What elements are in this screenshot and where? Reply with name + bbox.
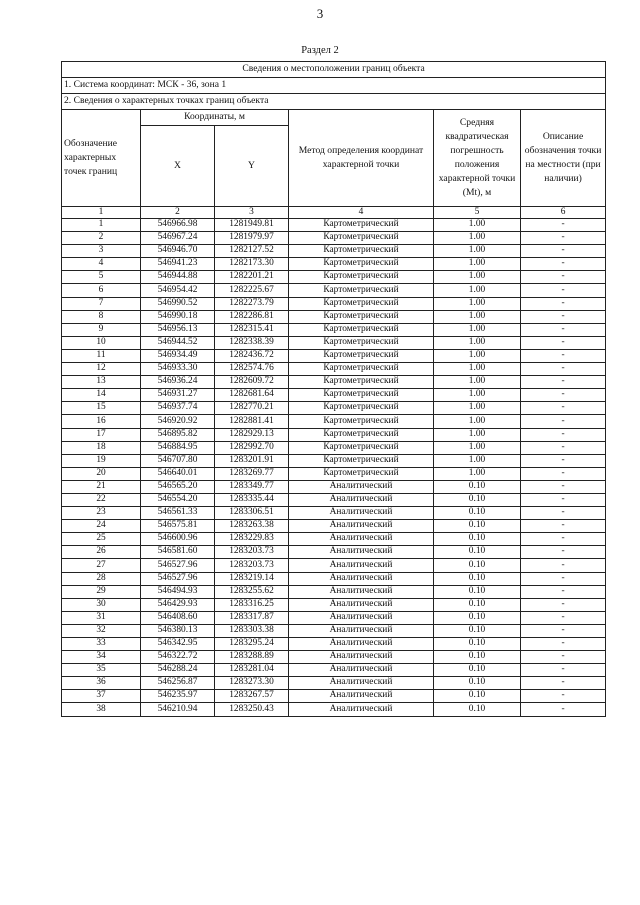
column-number: 6 (521, 207, 606, 219)
table-row (62, 297, 606, 310)
table-row (62, 572, 606, 585)
method-cell: Аналитический (289, 690, 434, 703)
point-id-cell: 12 (62, 363, 141, 376)
x-coordinate-cell: 546527.96 (141, 559, 215, 572)
x-coordinate-cell: 546933.30 (141, 363, 215, 376)
table-row (62, 467, 606, 480)
x-coordinate-cell: 546944.52 (141, 336, 215, 349)
x-coordinate-cell: 546342.95 (141, 638, 215, 651)
table-title: Сведения о местоположении границ объекта (62, 62, 606, 78)
error-cell: 1.00 (434, 454, 521, 467)
x-coordinate-cell: 546884.95 (141, 441, 215, 454)
error-cell: 0.10 (434, 703, 521, 716)
y-coordinate-cell: 1282574.76 (215, 363, 289, 376)
point-id-cell: 29 (62, 585, 141, 598)
y-coordinate-cell: 1282609.72 (215, 376, 289, 389)
point-id-cell: 15 (62, 402, 141, 415)
table-row (62, 520, 606, 533)
description-cell: - (521, 480, 606, 493)
point-id-cell: 28 (62, 572, 141, 585)
description-cell: - (521, 520, 606, 533)
error-cell: 1.00 (434, 402, 521, 415)
section-title: Раздел 2 (301, 45, 339, 56)
table-row (62, 598, 606, 611)
description-cell: - (521, 638, 606, 651)
method-cell: Картометрический (289, 363, 434, 376)
table-row (62, 389, 606, 402)
error-cell: 1.00 (434, 389, 521, 402)
header-row-top (62, 110, 606, 126)
y-coordinate-cell: 1282315.41 (215, 323, 289, 336)
table-row (62, 507, 606, 520)
table-row (62, 349, 606, 362)
point-id-cell: 36 (62, 677, 141, 690)
y-coordinate-cell: 1283201.91 (215, 454, 289, 467)
table-row (62, 690, 606, 703)
x-coordinate-cell: 546934.49 (141, 349, 215, 362)
x-coordinate-cell: 546565.20 (141, 480, 215, 493)
point-id-cell: 18 (62, 441, 141, 454)
error-cell: 1.00 (434, 258, 521, 271)
description-cell: - (521, 323, 606, 336)
point-id-cell: 31 (62, 611, 141, 624)
description-cell: - (521, 611, 606, 624)
description-cell: - (521, 454, 606, 467)
error-cell: 0.10 (434, 651, 521, 664)
boundary-points-table (61, 61, 606, 717)
table-row (62, 651, 606, 664)
y-coordinate-cell: 1283250.43 (215, 703, 289, 716)
method-cell: Картометрический (289, 349, 434, 362)
error-cell: 1.00 (434, 245, 521, 258)
description-cell: - (521, 245, 606, 258)
point-id-cell: 30 (62, 598, 141, 611)
method-cell: Картометрический (289, 323, 434, 336)
error-cell: 0.10 (434, 690, 521, 703)
error-cell: 0.10 (434, 664, 521, 677)
table-row (62, 428, 606, 441)
method-cell: Картометрический (289, 454, 434, 467)
method-cell: Картометрический (289, 219, 434, 232)
error-cell: 1.00 (434, 271, 521, 284)
point-id-cell: 2 (62, 232, 141, 245)
page-number: 3 (316, 6, 324, 21)
header-coordinates: Координаты, м (141, 110, 289, 126)
point-id-cell: 9 (62, 323, 141, 336)
error-cell: 1.00 (434, 336, 521, 349)
y-coordinate-cell: 1282929.13 (215, 428, 289, 441)
method-cell: Картометрический (289, 232, 434, 245)
x-coordinate-cell: 546937.74 (141, 402, 215, 415)
description-cell: - (521, 376, 606, 389)
y-coordinate-cell: 1283349.77 (215, 480, 289, 493)
y-coordinate-cell: 1283273.30 (215, 677, 289, 690)
description-cell: - (521, 493, 606, 506)
table-row (62, 258, 606, 271)
x-coordinate-cell: 546895.82 (141, 428, 215, 441)
y-coordinate-cell: 1283229.83 (215, 533, 289, 546)
description-cell: - (521, 559, 606, 572)
error-cell: 0.10 (434, 598, 521, 611)
y-coordinate-cell: 1282338.39 (215, 336, 289, 349)
column-number: 2 (141, 207, 215, 219)
subsection-row (62, 94, 606, 110)
table-row (62, 232, 606, 245)
method-cell: Аналитический (289, 585, 434, 598)
method-cell: Картометрический (289, 441, 434, 454)
x-coordinate-cell: 546931.27 (141, 389, 215, 402)
point-id-cell: 3 (62, 245, 141, 258)
x-coordinate-cell: 546936.24 (141, 376, 215, 389)
description-cell: - (521, 258, 606, 271)
table-row (62, 480, 606, 493)
method-cell: Картометрический (289, 336, 434, 349)
method-cell: Картометрический (289, 415, 434, 428)
y-coordinate-cell: 1283203.73 (215, 559, 289, 572)
point-id-cell: 32 (62, 624, 141, 637)
x-coordinate-cell: 546954.42 (141, 284, 215, 297)
header-x: X (141, 126, 215, 207)
description-cell: - (521, 651, 606, 664)
header-error: Средняя квадратическая погрешность положения характерной точки (Mt), м (434, 110, 521, 207)
description-cell: - (521, 219, 606, 232)
column-number: 1 (62, 207, 141, 219)
error-cell: 1.00 (434, 441, 521, 454)
description-cell: - (521, 664, 606, 677)
method-cell: Аналитический (289, 493, 434, 506)
method-cell: Аналитический (289, 507, 434, 520)
method-cell: Картометрический (289, 245, 434, 258)
method-cell: Картометрический (289, 428, 434, 441)
method-cell: Аналитический (289, 703, 434, 716)
table-row (62, 310, 606, 323)
x-coordinate-cell: 546990.18 (141, 310, 215, 323)
description-cell: - (521, 703, 606, 716)
header-point: Обозначение характерных точек границ (62, 110, 141, 207)
coordinate-system: 1. Система координат: МСК - 36, зона 1 (62, 78, 606, 94)
error-cell: 1.00 (434, 219, 521, 232)
error-cell: 0.10 (434, 520, 521, 533)
table-row (62, 559, 606, 572)
x-coordinate-cell: 546429.93 (141, 598, 215, 611)
table-row (62, 219, 606, 232)
error-cell: 1.00 (434, 467, 521, 480)
table-row (62, 585, 606, 598)
x-coordinate-cell: 546941.23 (141, 258, 215, 271)
method-cell: Аналитический (289, 520, 434, 533)
y-coordinate-cell: 1283255.62 (215, 585, 289, 598)
table-row (62, 624, 606, 637)
description-cell: - (521, 598, 606, 611)
description-cell: - (521, 585, 606, 598)
error-cell: 1.00 (434, 428, 521, 441)
y-coordinate-cell: 1282286.81 (215, 310, 289, 323)
error-cell: 1.00 (434, 297, 521, 310)
y-coordinate-cell: 1283317.87 (215, 611, 289, 624)
description-cell: - (521, 310, 606, 323)
description-cell: - (521, 363, 606, 376)
point-id-cell: 13 (62, 376, 141, 389)
y-coordinate-cell: 1283306.51 (215, 507, 289, 520)
method-cell: Аналитический (289, 664, 434, 677)
description-cell: - (521, 415, 606, 428)
method-cell: Аналитический (289, 533, 434, 546)
column-number: 5 (434, 207, 521, 219)
point-id-cell: 10 (62, 336, 141, 349)
description-cell: - (521, 624, 606, 637)
column-number-row (62, 207, 606, 219)
error-cell: 0.10 (434, 480, 521, 493)
description-cell: - (521, 284, 606, 297)
description-cell: - (521, 428, 606, 441)
x-coordinate-cell: 546967.24 (141, 232, 215, 245)
x-coordinate-cell: 546575.81 (141, 520, 215, 533)
x-coordinate-cell: 546256.87 (141, 677, 215, 690)
x-coordinate-cell: 546600.96 (141, 533, 215, 546)
method-cell: Аналитический (289, 651, 434, 664)
y-coordinate-cell: 1283263.38 (215, 520, 289, 533)
column-number: 4 (289, 207, 434, 219)
table-row (62, 363, 606, 376)
point-id-cell: 35 (62, 664, 141, 677)
x-coordinate-cell: 546527.96 (141, 572, 215, 585)
error-cell: 0.10 (434, 533, 521, 546)
description-cell: - (521, 232, 606, 245)
x-coordinate-cell: 546288.24 (141, 664, 215, 677)
point-id-cell: 33 (62, 638, 141, 651)
error-cell: 1.00 (434, 415, 521, 428)
error-cell: 1.00 (434, 376, 521, 389)
table-row (62, 611, 606, 624)
method-cell: Аналитический (289, 677, 434, 690)
method-cell: Картометрический (289, 402, 434, 415)
error-cell: 0.10 (434, 507, 521, 520)
method-cell: Картометрический (289, 389, 434, 402)
point-id-cell: 26 (62, 546, 141, 559)
y-coordinate-cell: 1282770.21 (215, 402, 289, 415)
y-coordinate-cell: 1283295.24 (215, 638, 289, 651)
error-cell: 1.00 (434, 363, 521, 376)
method-cell: Картометрический (289, 271, 434, 284)
point-id-cell: 17 (62, 428, 141, 441)
y-coordinate-cell: 1282201.21 (215, 271, 289, 284)
table-row (62, 454, 606, 467)
x-coordinate-cell: 546561.33 (141, 507, 215, 520)
error-cell: 0.10 (434, 559, 521, 572)
description-cell: - (521, 572, 606, 585)
y-coordinate-cell: 1283267.57 (215, 690, 289, 703)
method-cell: Аналитический (289, 559, 434, 572)
description-cell: - (521, 546, 606, 559)
description-cell: - (521, 533, 606, 546)
x-coordinate-cell: 546990.52 (141, 297, 215, 310)
method-cell: Картометрический (289, 297, 434, 310)
description-cell: - (521, 297, 606, 310)
y-coordinate-cell: 1282225.67 (215, 284, 289, 297)
description-cell: - (521, 389, 606, 402)
x-coordinate-cell: 546920.92 (141, 415, 215, 428)
method-cell: Аналитический (289, 480, 434, 493)
point-id-cell: 7 (62, 297, 141, 310)
error-cell: 0.10 (434, 624, 521, 637)
x-coordinate-cell: 546581.60 (141, 546, 215, 559)
method-cell: Аналитический (289, 572, 434, 585)
error-cell: 1.00 (434, 349, 521, 362)
y-coordinate-cell: 1282436.72 (215, 349, 289, 362)
x-coordinate-cell: 546210.94 (141, 703, 215, 716)
y-coordinate-cell: 1283303.38 (215, 624, 289, 637)
point-id-cell: 1 (62, 219, 141, 232)
error-cell: 1.00 (434, 310, 521, 323)
table-row (62, 336, 606, 349)
method-cell: Аналитический (289, 598, 434, 611)
table-row (62, 271, 606, 284)
point-id-cell: 19 (62, 454, 141, 467)
table-row (62, 703, 606, 716)
x-coordinate-cell: 546235.97 (141, 690, 215, 703)
method-cell: Картометрический (289, 284, 434, 297)
table-row (62, 664, 606, 677)
x-coordinate-cell: 546408.60 (141, 611, 215, 624)
y-coordinate-cell: 1283288.89 (215, 651, 289, 664)
point-id-cell: 27 (62, 559, 141, 572)
y-coordinate-cell: 1283203.73 (215, 546, 289, 559)
x-coordinate-cell: 546494.93 (141, 585, 215, 598)
point-id-cell: 21 (62, 480, 141, 493)
description-cell: - (521, 441, 606, 454)
table-row (62, 415, 606, 428)
point-id-cell: 38 (62, 703, 141, 716)
table-title-row (62, 62, 606, 78)
error-cell: 0.10 (434, 611, 521, 624)
description-cell: - (521, 349, 606, 362)
table-row (62, 376, 606, 389)
error-cell: 0.10 (434, 546, 521, 559)
point-id-cell: 4 (62, 258, 141, 271)
description-cell: - (521, 467, 606, 480)
description-cell: - (521, 402, 606, 415)
error-cell: 0.10 (434, 493, 521, 506)
point-id-cell: 24 (62, 520, 141, 533)
y-coordinate-cell: 1282127.52 (215, 245, 289, 258)
point-id-cell: 37 (62, 690, 141, 703)
y-coordinate-cell: 1281979.97 (215, 232, 289, 245)
point-id-cell: 34 (62, 651, 141, 664)
point-rows (62, 219, 606, 717)
y-coordinate-cell: 1282173.30 (215, 258, 289, 271)
x-coordinate-cell: 546966.98 (141, 219, 215, 232)
table-row (62, 402, 606, 415)
method-cell: Аналитический (289, 624, 434, 637)
table-row (62, 245, 606, 258)
method-cell: Аналитический (289, 546, 434, 559)
coordinate-system-row (62, 78, 606, 94)
header-method: Метод определения координат характерной точки (289, 110, 434, 207)
description-cell: - (521, 677, 606, 690)
y-coordinate-cell: 1282881.41 (215, 415, 289, 428)
y-coordinate-cell: 1281949.81 (215, 219, 289, 232)
table-row (62, 638, 606, 651)
point-id-cell: 8 (62, 310, 141, 323)
x-coordinate-cell: 546946.70 (141, 245, 215, 258)
point-id-cell: 25 (62, 533, 141, 546)
x-coordinate-cell: 546380.13 (141, 624, 215, 637)
table-row (62, 441, 606, 454)
method-cell: Аналитический (289, 611, 434, 624)
method-cell: Картометрический (289, 467, 434, 480)
subsection-title: 2. Сведения о характерных точках границ объекта (62, 94, 606, 110)
y-coordinate-cell: 1283269.77 (215, 467, 289, 480)
point-id-cell: 23 (62, 507, 141, 520)
header-y: Y (215, 126, 289, 207)
x-coordinate-cell: 546944.88 (141, 271, 215, 284)
method-cell: Картометрический (289, 376, 434, 389)
y-coordinate-cell: 1282992.70 (215, 441, 289, 454)
x-coordinate-cell: 546707.80 (141, 454, 215, 467)
y-coordinate-cell: 1283316.25 (215, 598, 289, 611)
error-cell: 0.10 (434, 585, 521, 598)
error-cell: 0.10 (434, 677, 521, 690)
description-cell: - (521, 690, 606, 703)
column-number: 3 (215, 207, 289, 219)
table-row (62, 533, 606, 546)
y-coordinate-cell: 1283219.14 (215, 572, 289, 585)
x-coordinate-cell: 546640.01 (141, 467, 215, 480)
description-cell: - (521, 271, 606, 284)
error-cell: 0.10 (434, 638, 521, 651)
error-cell: 0.10 (434, 572, 521, 585)
method-cell: Аналитический (289, 638, 434, 651)
table-row (62, 677, 606, 690)
method-cell: Картометрический (289, 258, 434, 271)
point-id-cell: 6 (62, 284, 141, 297)
point-id-cell: 16 (62, 415, 141, 428)
table-row (62, 546, 606, 559)
point-id-cell: 20 (62, 467, 141, 480)
point-id-cell: 5 (62, 271, 141, 284)
x-coordinate-cell: 546322.72 (141, 651, 215, 664)
point-id-cell: 11 (62, 349, 141, 362)
y-coordinate-cell: 1283281.04 (215, 664, 289, 677)
header-description: Описание обозначения точки на местности (при наличии) (521, 110, 606, 207)
table-row (62, 323, 606, 336)
error-cell: 1.00 (434, 323, 521, 336)
table-row (62, 493, 606, 506)
y-coordinate-cell: 1282273.79 (215, 297, 289, 310)
y-coordinate-cell: 1283335.44 (215, 493, 289, 506)
x-coordinate-cell: 546956.13 (141, 323, 215, 336)
description-cell: - (521, 507, 606, 520)
error-cell: 1.00 (434, 232, 521, 245)
y-coordinate-cell: 1282681.64 (215, 389, 289, 402)
x-coordinate-cell: 546554.20 (141, 493, 215, 506)
description-cell: - (521, 336, 606, 349)
table-row (62, 284, 606, 297)
error-cell: 1.00 (434, 284, 521, 297)
method-cell: Картометрический (289, 310, 434, 323)
point-id-cell: 22 (62, 493, 141, 506)
point-id-cell: 14 (62, 389, 141, 402)
